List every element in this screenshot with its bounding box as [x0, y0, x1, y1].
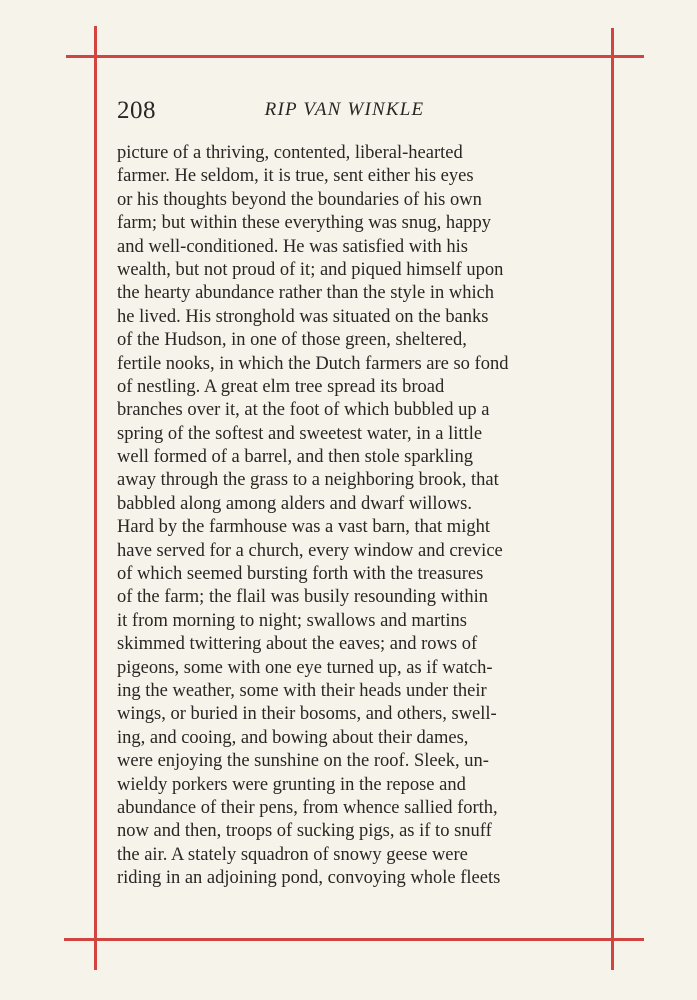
text-line: the air. A stately squadron of snowy geese were	[117, 844, 468, 865]
text-line: riding in an adjoining pond, convoying whole fleets	[117, 868, 501, 889]
running-title: RIP VAN WINKLE	[264, 99, 425, 120]
text-line: of which seemed bursting forth with the treasures	[117, 564, 484, 585]
text-line: farm; but within these everything was snug, happy	[117, 213, 492, 234]
text-line: picture of a thriving, contented, liberal-hearted	[117, 143, 463, 163]
right-border-rule	[611, 28, 614, 970]
text-line: ing the weather, some with their heads under their	[117, 680, 487, 701]
text-line: now and then, troops of sucking pigs, as if to snuff	[117, 821, 492, 842]
text-line: he lived. His stronghold was situated on the banks	[117, 306, 489, 327]
body-text	[117, 142, 574, 891]
text-line: of nestling. A great elm tree spread its broad	[117, 376, 445, 397]
text-line: skimmed twittering about the eaves; and rows of	[117, 634, 478, 655]
text-line: fertile nooks, in which the Dutch farmers are so fond	[117, 353, 509, 374]
text-line: away through the grass to a neighboring brook, that	[117, 470, 499, 491]
bottom-border-rule	[64, 938, 644, 941]
text-line: well formed of a barrel, and then stole sparkling	[117, 447, 474, 468]
text-line: ing, and cooing, and bowing about their dames,	[117, 727, 469, 748]
text-line: of the farm; the flail was busily resounding within	[117, 587, 488, 608]
text-line: Hard by the farmhouse was a vast barn, that might	[117, 517, 490, 538]
page-number: 208	[117, 97, 156, 124]
text-line: abundance of their pens, from whence sallied forth,	[117, 797, 498, 818]
text-line: it from morning to night; swallows and martins	[117, 610, 467, 631]
text-line: pigeons, some with one eye turned up, as if watch-	[117, 657, 493, 678]
text-line: were enjoying the sunshine on the roof. Sleek, un-	[117, 751, 489, 772]
text-line: of the Hudson, in one of those green, sheltered,	[117, 330, 467, 351]
text-line: farmer. He seldom, it is true, sent either his eyes	[117, 166, 474, 187]
text-line: spring of the softest and sweetest water, in a little	[117, 423, 483, 444]
text-line: wieldy porkers were grunting in the repose and	[117, 774, 466, 795]
page-header	[117, 96, 572, 130]
left-border-rule	[94, 26, 97, 970]
text-line: babbled along among alders and dwarf willows.	[117, 493, 473, 514]
text-line: and well-conditioned. He was satisfied with his	[117, 236, 468, 257]
top-border-rule	[66, 55, 644, 58]
text-line: the hearty abundance rather than the style in which	[117, 283, 495, 304]
text-line: wings, or buried in their bosoms, and others, swell-	[117, 704, 497, 725]
text-line: have served for a church, every window and crevice	[117, 540, 503, 561]
text-line: or his thoughts beyond the boundaries of his own	[117, 189, 482, 210]
text-line: wealth, but not proud of it; and piqued himself upon	[117, 259, 504, 280]
text-line: branches over it, at the foot of which bubbled up a	[117, 400, 490, 421]
